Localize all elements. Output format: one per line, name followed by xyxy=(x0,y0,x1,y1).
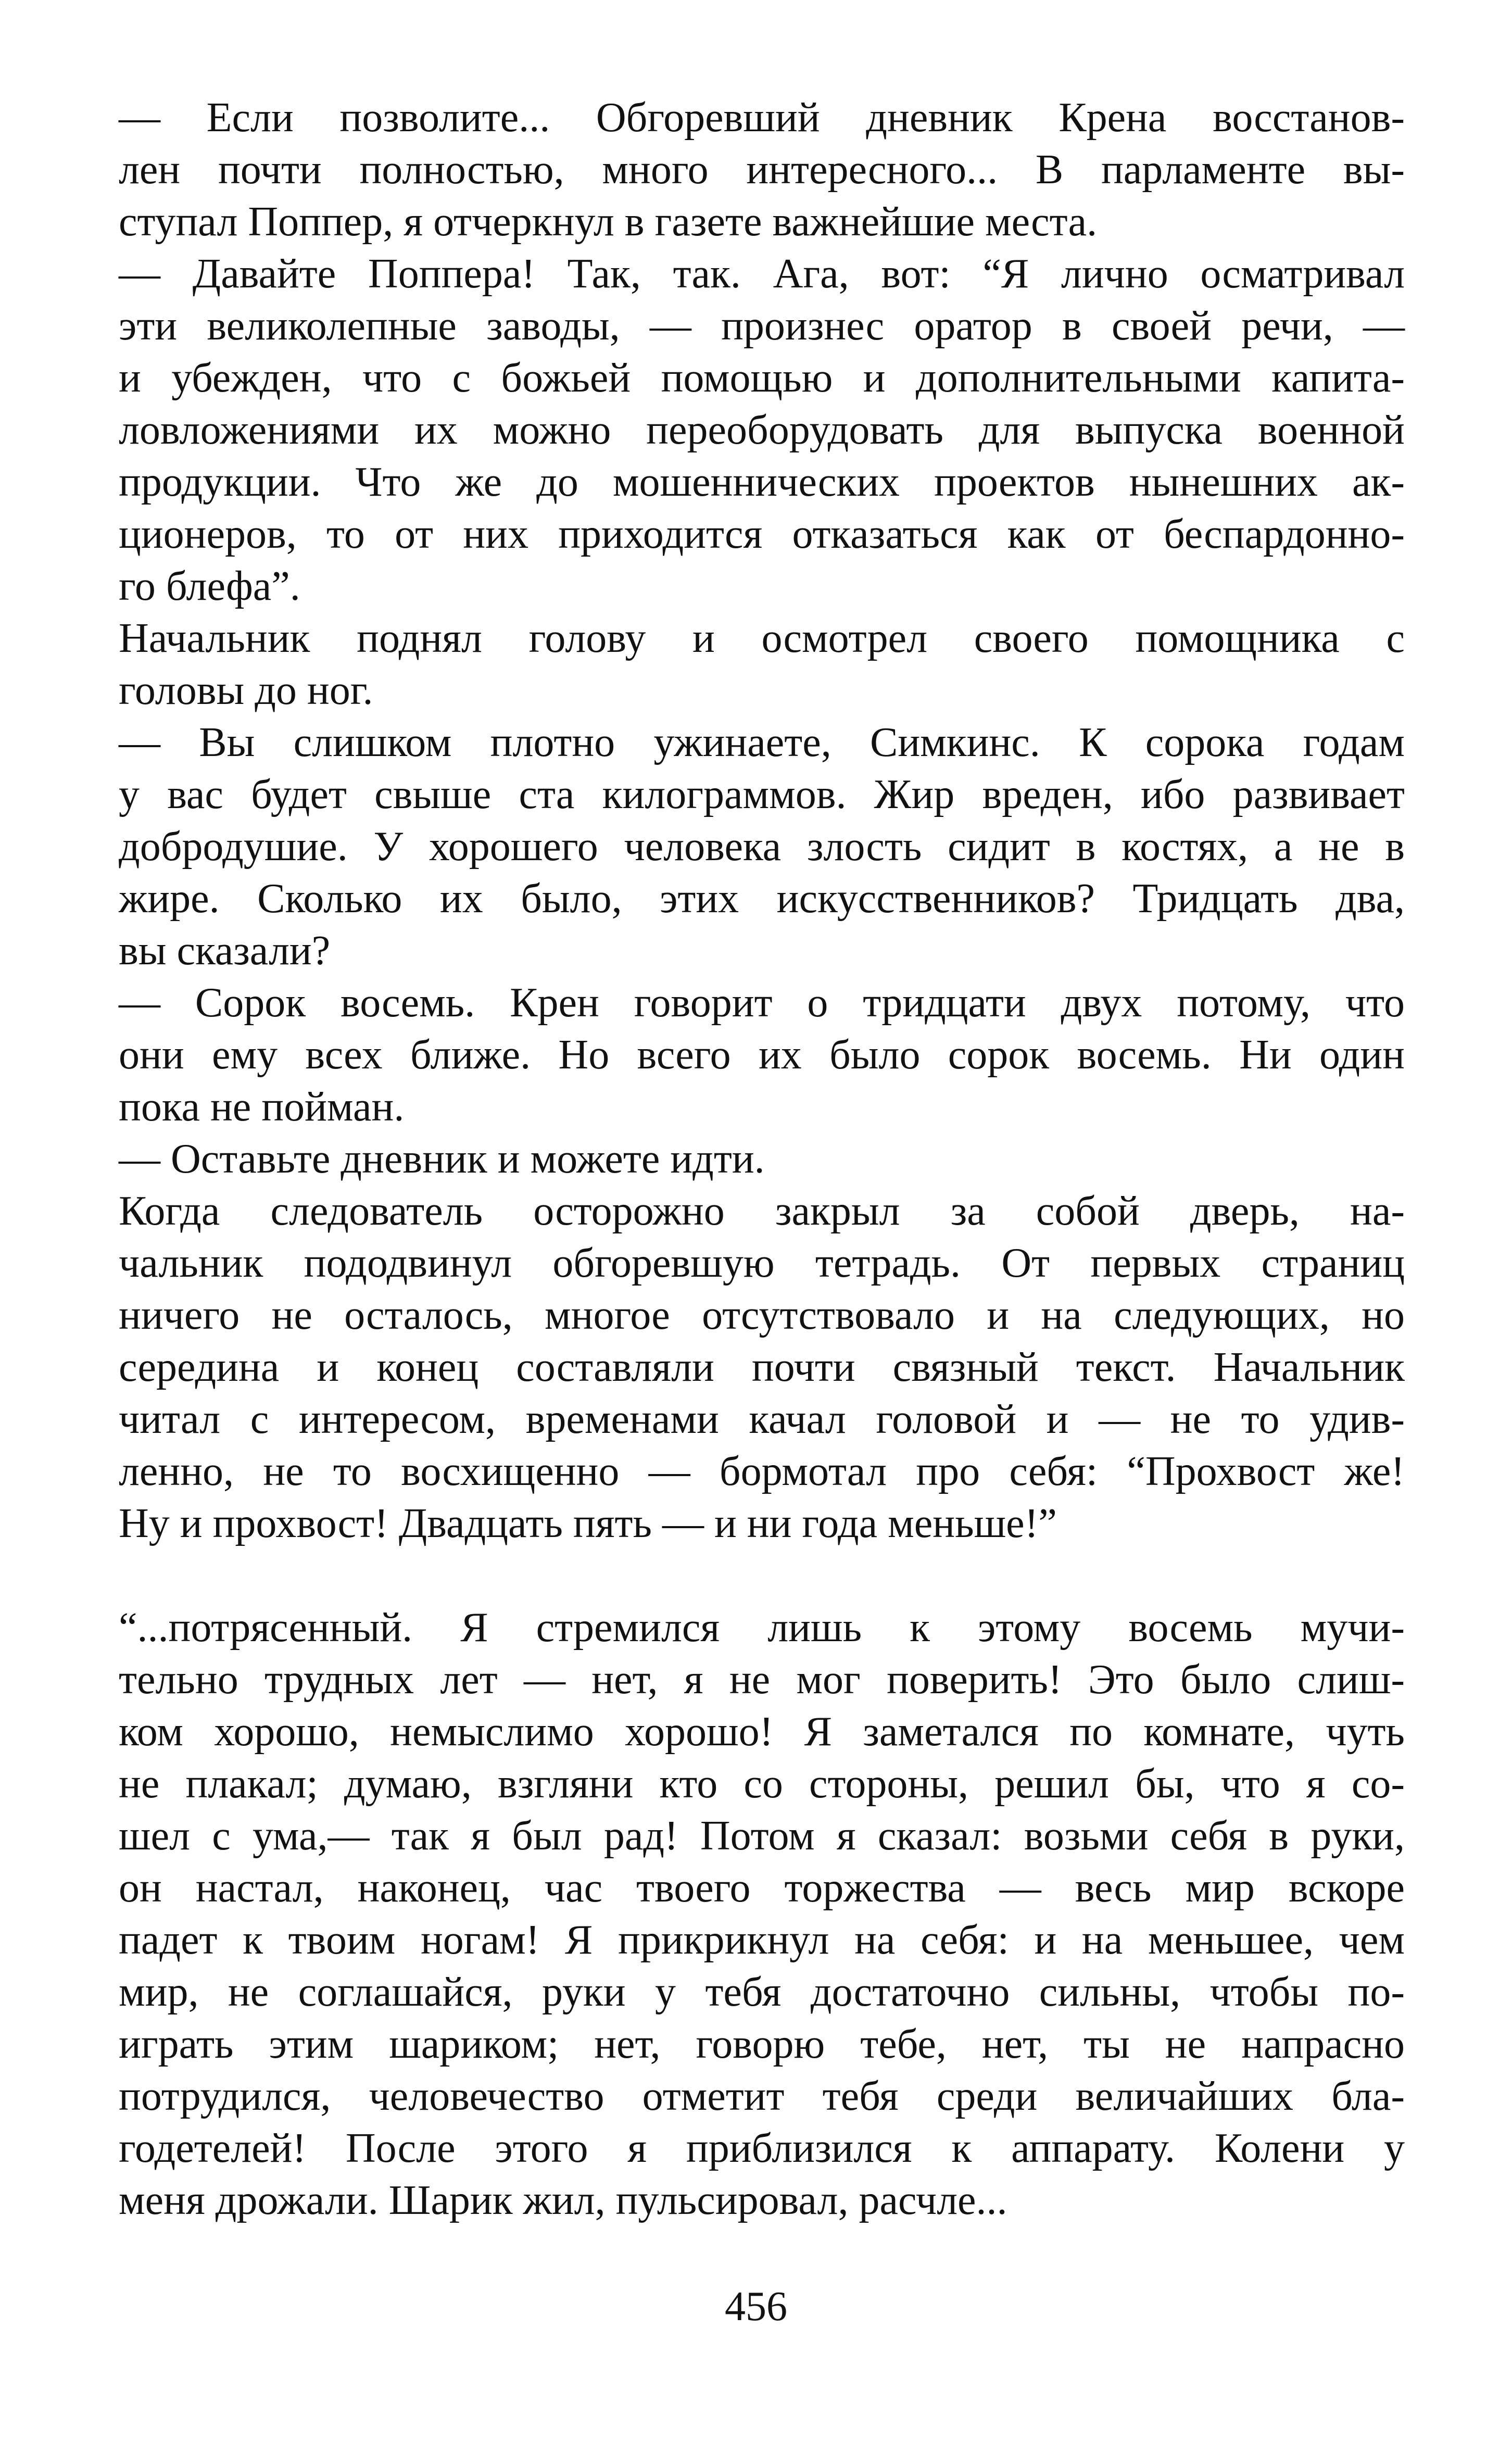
text-line: вы сказали? xyxy=(119,928,331,974)
text-line: чальник пододвинул обгоревшую тетрадь. От первых страниц xyxy=(119,1240,1405,1286)
text-line: — Вы слишком плотно ужинаете, Симкинс. К сорока годам xyxy=(119,720,1405,765)
text-line: ком хорошо, немыслимо хорошо! Я заметался по комнате, чуть xyxy=(119,1709,1405,1755)
body-text xyxy=(119,92,1405,2226)
text-line: шел с ума,— так я был рад! Потом я сказал: возьми себя в руки, xyxy=(119,1813,1405,1859)
text-line: головы до ног. xyxy=(119,668,373,713)
text-line: не плакал; думаю, взгляни кто со стороны, решил бы, что я со- xyxy=(119,1761,1405,1807)
text-line: — Оставьте дневник и можете идти. xyxy=(119,1136,765,1182)
text-line: он настал, наконец, час твоего торжества — весь мир вскоре xyxy=(119,1865,1405,1911)
text-line: тельно трудных лет — нет, я не мог поверить! Это было слиш- xyxy=(119,1657,1405,1703)
text-line: — Давайте Поппера! Так, так. Ага, вот: “Я лично осматривал xyxy=(119,251,1405,297)
text-line: потрудился, человечество отметит тебя среди величайших бла- xyxy=(119,2073,1405,2119)
text-line: ступал Поппер, я отчеркнул в газете важнейшие места. xyxy=(119,199,1098,245)
paragraph xyxy=(119,1185,1405,1550)
text-line: “...потрясенный. Я стремился лишь к этому восемь мучи- xyxy=(119,1605,1405,1651)
paragraph xyxy=(119,1602,1405,2226)
page-number: 456 xyxy=(725,2284,787,2329)
text-line: меня дрожали. Шарик жил, пульсировал, расчле... xyxy=(119,2177,1007,2223)
text-line: эти великолепные заводы, — произнес оратор в своей речи, — xyxy=(119,303,1405,349)
text-line: ловложениями их можно переоборудовать для выпуска военной xyxy=(119,407,1405,453)
paragraph xyxy=(119,248,1405,612)
paragraph xyxy=(119,1133,1405,1185)
text-line: го блефа”. xyxy=(119,563,300,609)
text-line: жире. Сколько их было, этих искусственников? Тридцать два, xyxy=(119,876,1405,922)
section-break xyxy=(119,1550,1405,1602)
text-line: у вас будет свыше ста килограммов. Жир вреден, ибо развивает xyxy=(119,772,1405,817)
paragraph xyxy=(119,977,1405,1133)
text-line: продукции. Что же до мошеннических проектов нынешних ак- xyxy=(119,459,1405,505)
text-line: — Если позволите... Обгоревший дневник Крена восстанов- xyxy=(119,95,1405,141)
paragraph xyxy=(119,92,1405,248)
text-line: Ну и прохвост! Двадцать пять — и ни года меньше!” xyxy=(119,1501,1057,1546)
text-line: ционеров, то от них приходится отказаться как от беспардонно- xyxy=(119,511,1405,557)
text-line: середина и конец составляли почти связный текст. Начальник xyxy=(119,1344,1405,1390)
text-line: ничего не осталось, многое отсутствовало и на следующих, но xyxy=(119,1292,1405,1338)
text-line: добродушие. У хорошего человека злость сидит в костях, а не в xyxy=(119,824,1405,870)
text-line: годетелей! После этого я приблизился к аппарату. Колени у xyxy=(119,2125,1405,2171)
text-line: ленно, не то восхищенно — бормотал про себя: “Прохвост же! xyxy=(119,1449,1405,1494)
text-line: они ему всех ближе. Но всего их было сорок восемь. Ни один xyxy=(119,1032,1405,1078)
text-line: читал с интересом, временами качал головой и — не то удив- xyxy=(119,1396,1405,1442)
text-line: — Сорок восемь. Крен говорит о тридцати двух потому, что xyxy=(119,980,1405,1026)
text-line: и убежден, что с божьей помощью и дополнительными капита- xyxy=(119,355,1405,401)
text-line: пока не пойман. xyxy=(119,1084,405,1130)
text-line: падет к твоим ногам! Я прикрикнул на себя: и на меньшее, чем xyxy=(119,1917,1405,1963)
text-line: Начальник поднял голову и осмотрел своего помощника с xyxy=(119,615,1405,661)
paragraph xyxy=(119,716,1405,977)
text-line: лен почти полностью, много интересного... В парламенте вы- xyxy=(119,147,1405,193)
text-line: мир, не соглашайся, руки у тебя достаточно сильны, чтобы по- xyxy=(119,1969,1405,2015)
paragraph xyxy=(119,612,1405,716)
text-line: играть этим шариком; нет, говорю тебе, нет, ты не напрасно xyxy=(119,2021,1405,2067)
text-line: Когда следователь осторожно закрыл за собой дверь, на- xyxy=(119,1188,1405,1234)
